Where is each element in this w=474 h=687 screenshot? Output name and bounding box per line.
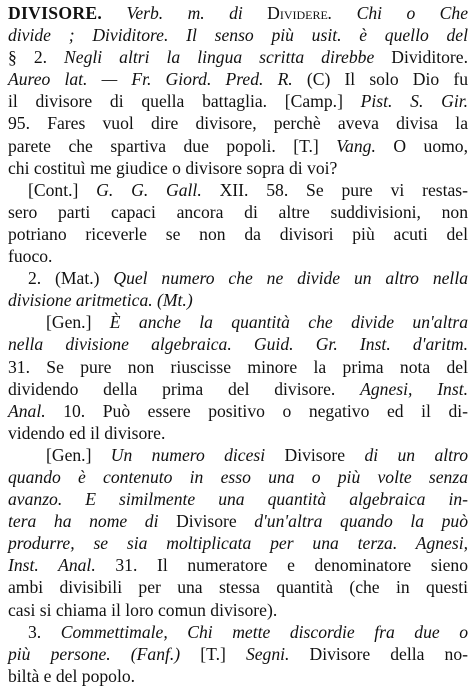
entry-line [6,333,468,355]
entry-line [6,311,468,333]
italic-text-run: Aureo lat. — Fr. Giord. Pred. R. [8,69,293,90]
entry-line [6,554,468,576]
dictionary-entry-divisore [6,2,468,687]
italic-text-run: Anal. [8,400,46,421]
entry-line [6,157,468,179]
entry-line [6,466,468,488]
text-run: 2. (Mat.) [28,268,114,289]
text-run: casi si chiama il loro comun divisore). [8,599,278,620]
italic-text-run: G. G. Gall. [96,179,202,200]
headword: DIVISORE. [8,3,103,23]
text-run: [Gen.] [46,312,110,333]
text-run: fuoco. [8,246,53,267]
entry-line [6,179,468,201]
entry-line [6,24,468,46]
entry-line [6,289,468,311]
italic-text-run: avanzo. E similmente una quantità algebraica in- [8,489,468,510]
text-run: § 2. [8,47,65,68]
italic-text-run: È anche la quantità che divide un'altra [109,312,468,333]
text-run: 95. Fares vuol dire divisore, perchè aveva divisa la [8,113,468,134]
text-run: Divisore [158,511,255,532]
entry-line [6,267,468,289]
italic-text-run: Verb. m. di [102,3,268,23]
italic-text-run: di un altro [364,444,468,465]
entry-line [6,599,468,621]
italic-text-run: Inst. Anal. [8,555,96,576]
entry-line [6,90,468,112]
text-run: parete che spartiva due popoli. [T.] [8,135,337,156]
entry-line [6,2,468,24]
small-caps-text-run: Dividere [267,3,328,23]
entry-line [6,643,468,665]
entry-line [6,356,468,378]
text-run: [Cont.] [28,179,97,200]
text-run: 31. Il numeratore e denominatore sieno [95,555,468,576]
entry-line [6,68,468,90]
italic-text-run: tera ha nome di [8,511,159,532]
italic-text-run: Segni. [245,643,290,664]
text-run: Dividitore. [374,47,468,68]
entry-line [6,46,468,68]
text-run: biltà e del popolo. [8,665,136,686]
entry-line [6,621,468,643]
entry-line [6,532,468,554]
text-run: videndo ed il divisore. [8,422,166,443]
text-run: il divisore di quella battaglia. [Camp.] [8,91,361,112]
italic-text-run: produrre, se sia moltiplicata per una terza. Agnesi, [8,533,468,554]
text-run: Divisore [265,444,365,465]
text-run: chi costituì me giudice o divisore sopra di voi? [8,157,338,178]
entry-line [6,576,468,598]
italic-text-run: Vang. [336,135,376,156]
entry-line [6,135,468,157]
italic-text-run: Agnesi, Inst. [360,378,468,399]
entry-line [6,444,468,466]
italic-text-run: Commettimale, Chi mette discordie fra due o [60,621,468,642]
entry-line [6,201,468,223]
entry-line [6,223,468,245]
entry-line [6,510,468,532]
text-run: 31. Se pure non riuscisse minore la prima nota del [8,356,468,377]
italic-text-run: . Chi o Che [327,3,468,23]
text-run: dividendo della prima del divisore. [8,378,361,399]
italic-text-run: nella divisione algebraica. Guid. Gr. Inst. d'aritm. [8,334,468,355]
text-run: (C) Il solo Dio fu [292,69,468,90]
text-run: Divisore della no- [289,643,468,664]
italic-text-run: Un numero dicesi [110,444,266,465]
italic-text-run: divide ; Dividitore. Il senso più usit. è quello del [8,25,468,46]
italic-text-run: divisione aritmetica. (Mt.) [8,290,193,311]
entry-line [6,400,468,422]
italic-text-run: Quel numero che ne divide un altro nella [113,268,468,289]
entry-line [6,112,468,134]
italic-text-run: Negli altri la lingua scritta direbbe [64,47,375,68]
italic-text-run: d'un'altra quando la può [254,511,468,532]
entry-line [6,245,468,267]
entry-line [6,665,468,687]
entry-line [6,422,468,444]
text-run: [T.] [180,643,246,664]
text-run: 3. [28,621,61,642]
text-run: O uomo, [375,135,468,156]
italic-text-run: quando è contenuto in esso una o più volte senza [8,466,468,487]
entry-line [6,488,468,510]
entry-line [6,378,468,400]
text-run: sero parti capaci ancora di altre suddivisioni, non [8,201,468,222]
text-run: XII. 58. Se pure vi restas- [201,179,468,200]
text-run: 10. Può essere positivo o negativo ed il di- [45,400,468,421]
italic-text-run: Pist. S. Gir. [360,91,468,112]
text-run: ambi divisibili per una stessa quantità (che in questi [8,577,468,598]
italic-text-run: più persone. (Fanf.) [8,643,181,664]
text-run: [Gen.] [46,444,111,465]
text-run: potriano riceverle se non da divisori più acuti del [8,223,468,244]
